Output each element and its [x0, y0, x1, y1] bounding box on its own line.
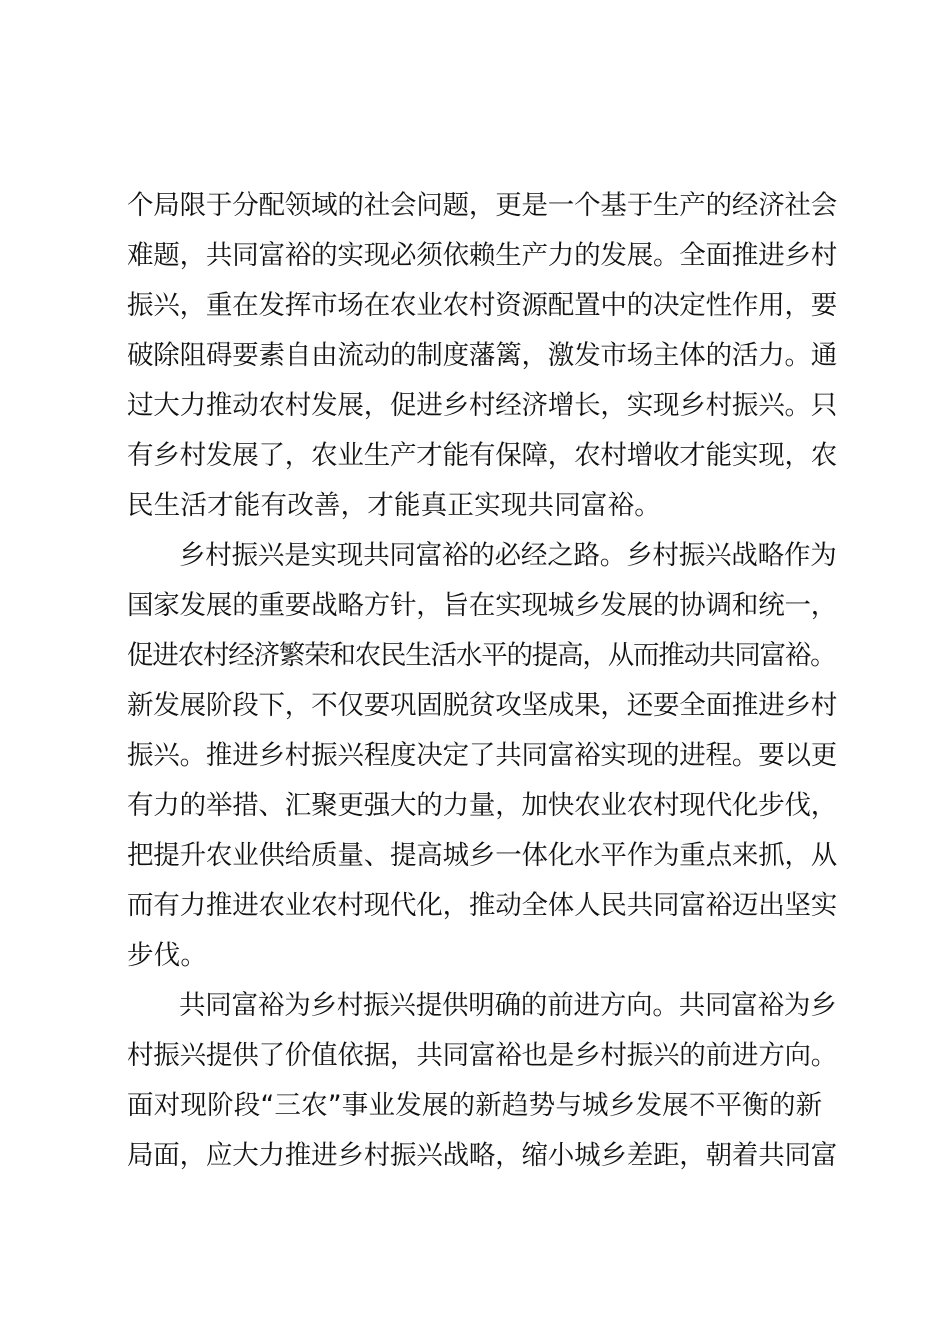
- paragraph-2: [127, 531, 837, 981]
- text-line: 振兴，重在发挥市场在农业农村资源配置中的决定性作用，要: [127, 290, 838, 321]
- text-line: 破除阻碍要素自由流动的制度藩篱，激发市场主体的活力。通: [127, 340, 838, 371]
- text-line: 而有力推进农业农村现代化，推动全体人民共同富裕迈出坚实: [127, 890, 838, 921]
- text-line: 共同富裕为乡村振兴提供明确的前进方向。共同富裕为乡: [179, 990, 837, 1021]
- text-line: 民生活才能有改善，才能真正实现共同富裕。: [127, 490, 661, 521]
- text-line: 新发展阶段下，不仅要巩固脱贫攻坚成果，还要全面推进乡村: [127, 690, 838, 721]
- paragraph-1: [127, 181, 837, 531]
- text-line: 振兴。推进乡村振兴程度决定了共同富裕实现的进程。要以更: [127, 740, 838, 771]
- body-text: [127, 181, 837, 1181]
- text-line: 难题，共同富裕的实现必须依赖生产力的发展。全面推进乡村: [127, 240, 838, 271]
- text-line: 有乡村发展了，农业生产才能有保障，农村增收才能实现，农: [127, 440, 838, 471]
- text-line: 有力的举措、汇聚更强大的力量，加快农业农村现代化步伐，: [127, 790, 838, 821]
- text-line: 把提升农业供给质量、提高城乡一体化水平作为重点来抓，从: [127, 840, 838, 871]
- text-line: 个局限于分配领域的社会问题，更是一个基于生产的经济社会: [127, 190, 838, 221]
- text-line: 国家发展的重要战略方针，旨在实现城乡发展的协调和统一，: [127, 590, 838, 621]
- text-line: 过大力推动农村发展，促进乡村经济增长，实现乡村振兴。只: [127, 390, 838, 421]
- text-line: 步伐。: [127, 940, 208, 971]
- text-line: 促进农村经济繁荣和农民生活水平的提高，从而推动共同富裕。: [127, 640, 836, 671]
- text-line: 局面，应大力推进乡村振兴战略，缩小城乡差距，朝着共同富: [127, 1140, 838, 1171]
- text-line: 乡村振兴是实现共同富裕的必经之路。乡村振兴战略作为: [179, 540, 837, 571]
- text-line: 面对现阶段“三农”事业发展的新趋势与城乡发展不平衡的新: [127, 1090, 823, 1121]
- text-line: 村振兴提供了价值依据，共同富裕也是乡村振兴的前进方向。: [127, 1040, 838, 1071]
- paragraph-3: [127, 981, 837, 1181]
